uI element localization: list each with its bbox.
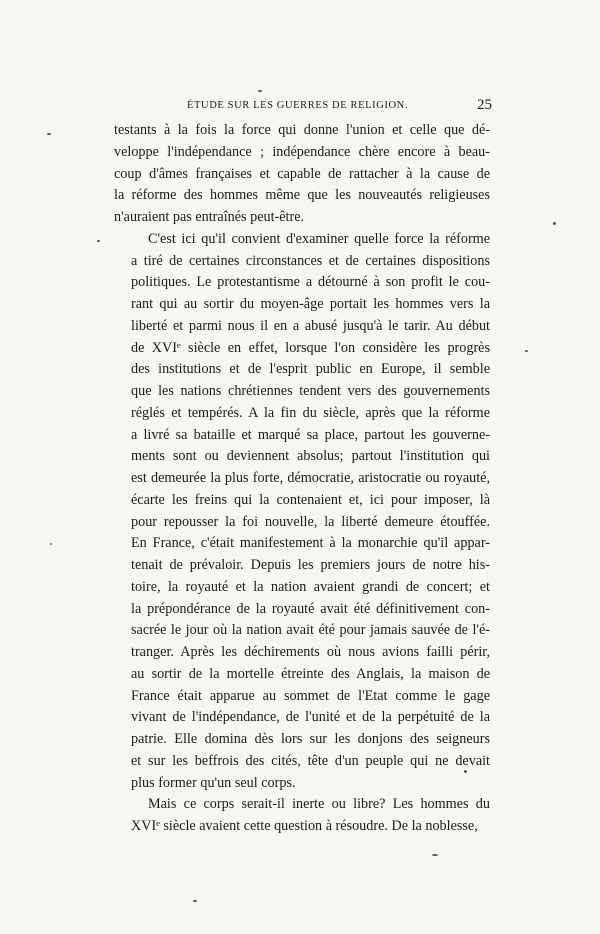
text-line: n'auraient pas entraînés peut-être.: [114, 209, 305, 225]
paper-speck: [432, 854, 438, 856]
paper-speck: [464, 770, 467, 773]
text-line: C'est ici qu'il convient d'examiner quelle force la réforme: [148, 230, 490, 247]
text-line: Mais ce corps serait-il inerte ou libre? Les hommes du: [148, 796, 490, 813]
text-line: rant qui au sortir du moyen-âge portait les hommes vers la: [131, 296, 490, 312]
text-line: tranger. Après les déchirements où nous avions failli périr,: [131, 644, 490, 660]
text-line: la réforme des hommes même que les nouveautés religieuses: [114, 187, 490, 204]
text-line: toire, la royauté et la nation avaient grandi de concert; et: [131, 578, 490, 595]
text-line: En France, c'était manifestement à la monarchie qu'il appar-: [131, 535, 490, 552]
text-line: vivant de l'indépendance, de l'unité et de la perpétuité de la: [131, 709, 490, 726]
paper-speck: [553, 222, 556, 225]
paper-speck: [525, 350, 528, 352]
body-text: [114, 120, 490, 838]
text-line: au sortir de la mortelle étreinte des Anglais, la maison de: [131, 665, 490, 682]
text-line: sacrée le jour où la nation avait été pour jamais sauvée de l'é-: [131, 622, 490, 639]
text-line: a tiré de certaines circonstances et de certaines dispositions: [131, 252, 490, 269]
text-line: et sur les beffrois des cités, tête d'un peuple qui ne devait: [131, 752, 490, 769]
text-line: que les nations chrétiennes tendent vers des gouvernements: [131, 383, 490, 399]
text-line: politiques. Le protestantisme a détourné à son profit le cou-: [131, 274, 490, 291]
running-title: ÉTUDE SUR LES GUERRES DE RELIGION.: [187, 100, 409, 111]
text-line: des institutions et de l'esprit public en Europe, il semble: [131, 361, 490, 378]
text-line: patrie. Elle domina dès lors sur les donjons des seigneurs: [131, 731, 490, 747]
text-line: XVIᵉ siècle avaient cette question à résoudre. De la noblesse,: [131, 818, 478, 834]
text-line: liberté et parmi nous il en a abusé jusqu'à le tarir. Au début: [131, 317, 490, 334]
running-header: [112, 97, 492, 118]
page-number: 25: [477, 97, 492, 113]
text-line: France était apparue au sommet de l'Etat comme le gage: [131, 687, 490, 704]
paragraph-3: [114, 794, 490, 838]
paragraph-1: [114, 120, 490, 229]
text-line: la prépondérance de la royauté avait été définitivement con-: [131, 600, 490, 617]
text-line: a livré sa bataille et marqué sa place, partout les gouverne-: [131, 426, 490, 443]
paper-speck: [193, 900, 197, 902]
paragraph-2: [114, 229, 490, 795]
text-line: écarte les freins qui la contenaient et, ici pour imposer, là: [131, 491, 490, 508]
paper-speck: [97, 240, 100, 242]
text-line: tenait de prévaloir. Depuis les premiers jours de notre his-: [131, 557, 490, 573]
text-line: coup d'âmes françaises et capable de rattacher à la cause de: [114, 165, 490, 182]
text-line: réglés et tempérés. A la fin du siècle, après que la réforme: [131, 404, 490, 421]
text-line: ments sont ou deviennent absolus; partout l'institution qui: [131, 448, 490, 465]
paper-speck: [258, 90, 262, 92]
paper-speck: [47, 133, 51, 135]
text-line: testants à la fois la force qui donne l'union et celle que dé-: [114, 122, 490, 138]
text-line: de XVIᵉ siècle en effet, lorsque l'on considère les progrès: [131, 339, 490, 356]
text-line: plus former qu'un seul corps.: [131, 774, 296, 791]
paper-speck: [50, 543, 52, 545]
text-line: veloppe l'indépendance ; indépendance chère encore à beau-: [114, 143, 490, 160]
text-line: est demeurée la plus forte, démocratie, aristocratie ou royauté,: [131, 470, 490, 486]
text-line: pour repousser la foi nouvelle, la liberté demeure étouffée.: [131, 513, 490, 530]
